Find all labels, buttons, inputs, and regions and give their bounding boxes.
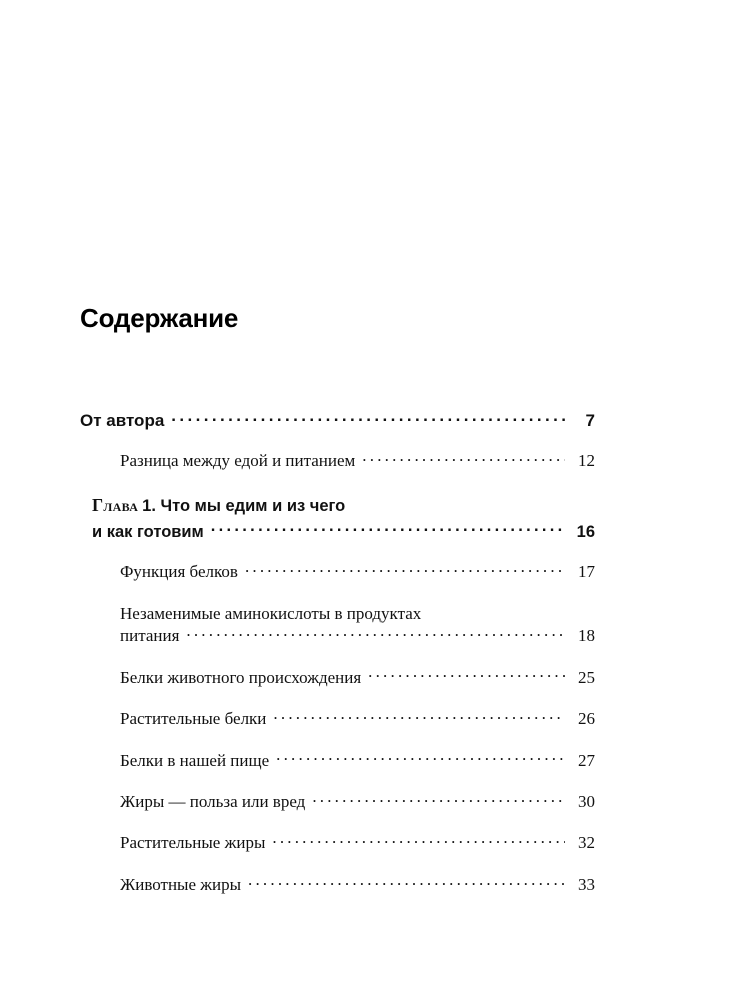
page-title: Содержание xyxy=(80,303,239,333)
toc-entry-page: 7 xyxy=(585,411,595,430)
chapter-label: Глава xyxy=(92,494,139,515)
toc-entry-page: 30 xyxy=(578,792,595,812)
toc-entry-belki-zhivotnogo[interactable] xyxy=(120,667,595,689)
toc-entry-label: Функция белков xyxy=(120,562,238,582)
toc-entry-page: 26 xyxy=(578,709,595,729)
toc-entry-rastitelnye-zhiry[interactable] xyxy=(120,832,595,854)
toc-entry-page: 16 xyxy=(576,522,595,541)
dot-leader xyxy=(245,561,565,577)
dot-leader xyxy=(272,832,565,848)
dot-leader xyxy=(362,450,565,466)
toc-list xyxy=(80,410,595,915)
toc-entry-funkciya-belkov[interactable] xyxy=(120,561,595,583)
chapter-first-line xyxy=(92,495,595,518)
toc-entry-label: Белки животного происхождения xyxy=(120,667,362,687)
dot-leader xyxy=(211,521,565,537)
toc-entry-page: 33 xyxy=(578,874,595,894)
toc-entry-chapter-1[interactable] xyxy=(92,495,595,544)
toc-entry-label: Разница между едой и питанием xyxy=(120,451,356,471)
toc-entry-label-line2: питания xyxy=(120,626,180,646)
dot-leader xyxy=(312,791,565,807)
toc-entry-zhivotnye-zhiry[interactable] xyxy=(120,874,595,896)
toc-entry-label: От автора xyxy=(80,411,165,430)
toc-entry-belki-v-pishche[interactable] xyxy=(120,750,595,772)
toc-entry-aminokisloty[interactable] xyxy=(120,603,595,648)
toc-entry-label: Растительные белки xyxy=(120,709,267,729)
toc-entry-page: 25 xyxy=(578,667,595,687)
dot-leader xyxy=(248,874,565,890)
toc-entry-raznica[interactable] xyxy=(120,450,595,472)
dot-leader xyxy=(186,625,565,641)
chapter-title-line2: и как готовим xyxy=(92,522,204,541)
dot-leader xyxy=(368,667,565,683)
toc-entry-label: Животные жиры xyxy=(120,874,242,894)
toc-entry-label: Белки в нашей пище xyxy=(120,750,270,770)
dot-leader xyxy=(273,708,565,724)
toc-entry-page: 17 xyxy=(578,562,595,582)
toc-entry-label: Жиры — польза или вред xyxy=(120,792,306,812)
toc-entry-zhiry-polza[interactable] xyxy=(120,791,595,813)
chapter-title-line1: 1. Что мы едим и из чего xyxy=(142,496,346,515)
toc-entry-label-line1: Незаменимые аминокислоты в продуктах xyxy=(120,603,422,623)
toc-entry-page: 12 xyxy=(578,451,595,471)
toc-entry-page: 18 xyxy=(578,626,595,646)
dot-leader xyxy=(171,410,565,426)
toc-entry-page: 27 xyxy=(578,750,595,770)
toc-entry-ot-avtora[interactable] xyxy=(80,410,595,432)
toc-entry-rastitelnye-belki[interactable] xyxy=(120,708,595,730)
dot-leader xyxy=(276,750,565,766)
toc-entry-page: 32 xyxy=(578,833,595,853)
toc-entry-label: Растительные жиры xyxy=(120,833,266,853)
